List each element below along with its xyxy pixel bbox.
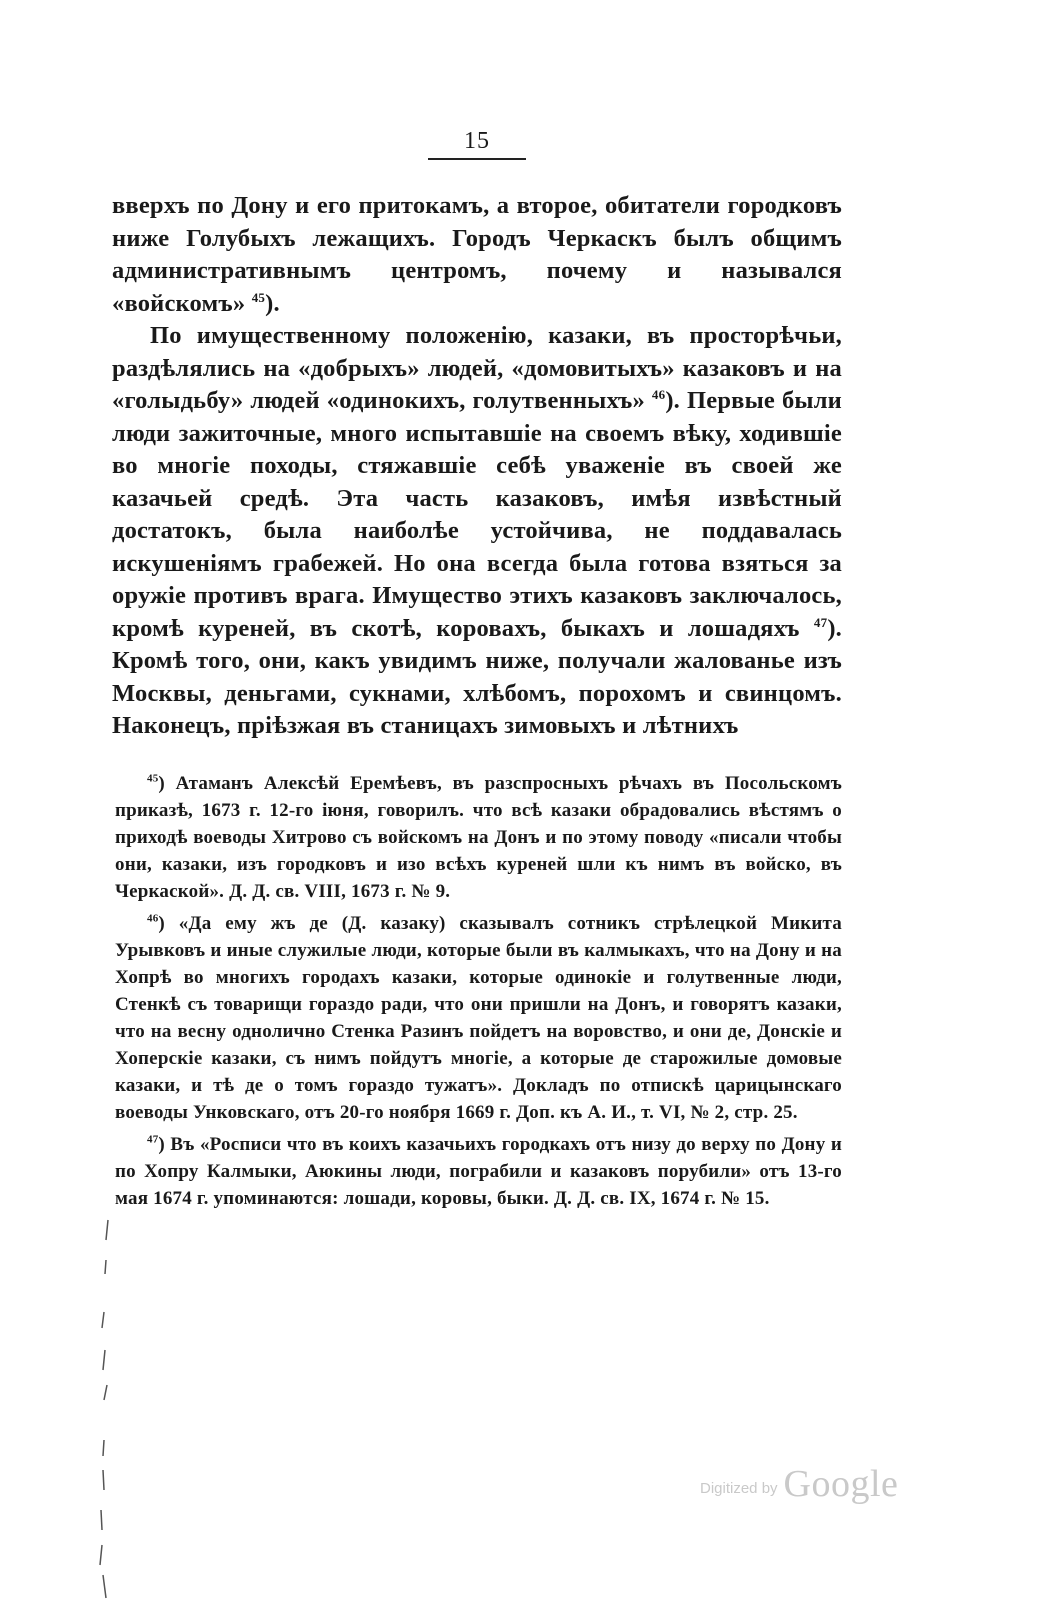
page-number: 15 [464,128,490,154]
paragraph-1-text-a: вверхъ по Дону и его притокамъ, а второе, обитатели городковъ ниже Голубыхъ лежащихъ. Городъ Черкаскъ былъ общимъ административнымъ центромъ, почему и назывался «войскомъ» [112,192,842,317]
paragraph-2-text-b: ). Первые были люди зажиточные, много испытавшіе на своемъ вѣку, ходившіе во многіе походы, стяжавшіе себѣ уваженіе въ своей же казачьей средѣ. Эта часть казаковъ, имѣя извѣстный достатокъ, была наиболѣе устойчива, не поддавалась искушеніямъ грабежей. Но она всегда была готова взяться за оружіе противъ врага. Имущество этихъ казаковъ заключалось, кромѣ куреней, въ скотѣ, коровахъ, быкахъ и лошадяхъ [112,387,842,642]
footnote-47-number: 47 [147,1133,159,1146]
footnote-46 [115,910,842,1126]
paragraph-2 [112,320,842,743]
watermark-prefix: Digitized by [700,1480,778,1497]
digitized-by-google-watermark [700,1456,898,1506]
footnote-ref-46: 46 [651,386,666,402]
footnotes [115,770,842,1217]
footnote-45-text: ) Атаманъ Алексѣй Еремѣевъ, въ разспросныхъ рѣчахъ въ Посольскомъ приказѣ, 1673 г. 12-го іюня, говорилъ. что всѣ казаки обрадовались вѣстямъ о приходѣ воеводы Хитрово съ войскомъ на Донъ и по этому поводу «писали чтобы они, казаки, изъ городковъ и изо всѣхъ куреней шли къ нимъ въ войско, въ Черкаской». Д. Д. св. VIII, 1673 г. № 9. [115,773,842,902]
footnote-45 [115,770,842,905]
footnote-47 [115,1131,842,1212]
paragraph-1 [112,190,842,320]
paragraph-2-text-a: По имущественному положенію, казаки, въ просторѣчьи, раздѣлялись на «добрыхъ» людей, «домовитыхъ» казаковъ и на «голыдьбу» людей «одинокихъ, голутвенныхъ» [112,322,842,414]
page-number-rule [428,158,526,160]
footnote-47-text: ) Въ «Росписи что въ коихъ казачьихъ городкахъ отъ низу до верху по Дону и по Хопру Калмыки, Аюкины люди, пограбили и казаковъ порубили» отъ 13-го мая 1674 г. упоминаются: лошади, коровы, быки. Д. Д. св. IX, 1674 г. № 15. [115,1134,842,1209]
scan-margin-marks [92,1200,122,1600]
footnote-ref-47: 47 [813,614,828,630]
main-text [112,190,842,743]
google-logo: Google [783,1463,899,1505]
paragraph-2-text-c: ). Кромѣ того, они, какъ увидимъ ниже, получали жалованье изъ Москвы, деньгами, сукнами, хлѣбомъ, порохомъ и свинцомъ. Наконецъ, пріѣзжая въ станицахъ зимовыхъ и лѣтнихъ [112,614,842,739]
footnote-ref-45: 45 [251,289,266,305]
paragraph-1-text-b: ). [265,289,280,317]
footnote-46-number: 46 [147,912,159,925]
footnote-45-number: 45 [147,772,159,785]
footnote-46-text: ) «Да ему жъ де (Д. казаку) сказывалъ сотникъ стрѣлецкой Микита Урывковъ и иные служилые люди, которые были въ калмыкахъ, что на Дону и на Хопрѣ во многихъ городахъ казаки, которые одинокіе и голутвенные люди, Стенкѣ съ товарищи гораздо ради, что они пришли на Донъ, и говорятъ казаки, что на весну однолично Стенка Разинъ пойдетъ на воровство, и они де, Донскіе и Хоперскіе казаки, съ нимъ пойдутъ многіе, а которые де старожилые домовые казаки, и тѣ де о томъ гораздо тужатъ». Докладъ по отпискѣ царицынскаго воеводы Унковскаго, отъ 20-го ноября 1669 г. Доп. къ А. И., т. VI, № 2, стр. 25. [115,913,842,1123]
